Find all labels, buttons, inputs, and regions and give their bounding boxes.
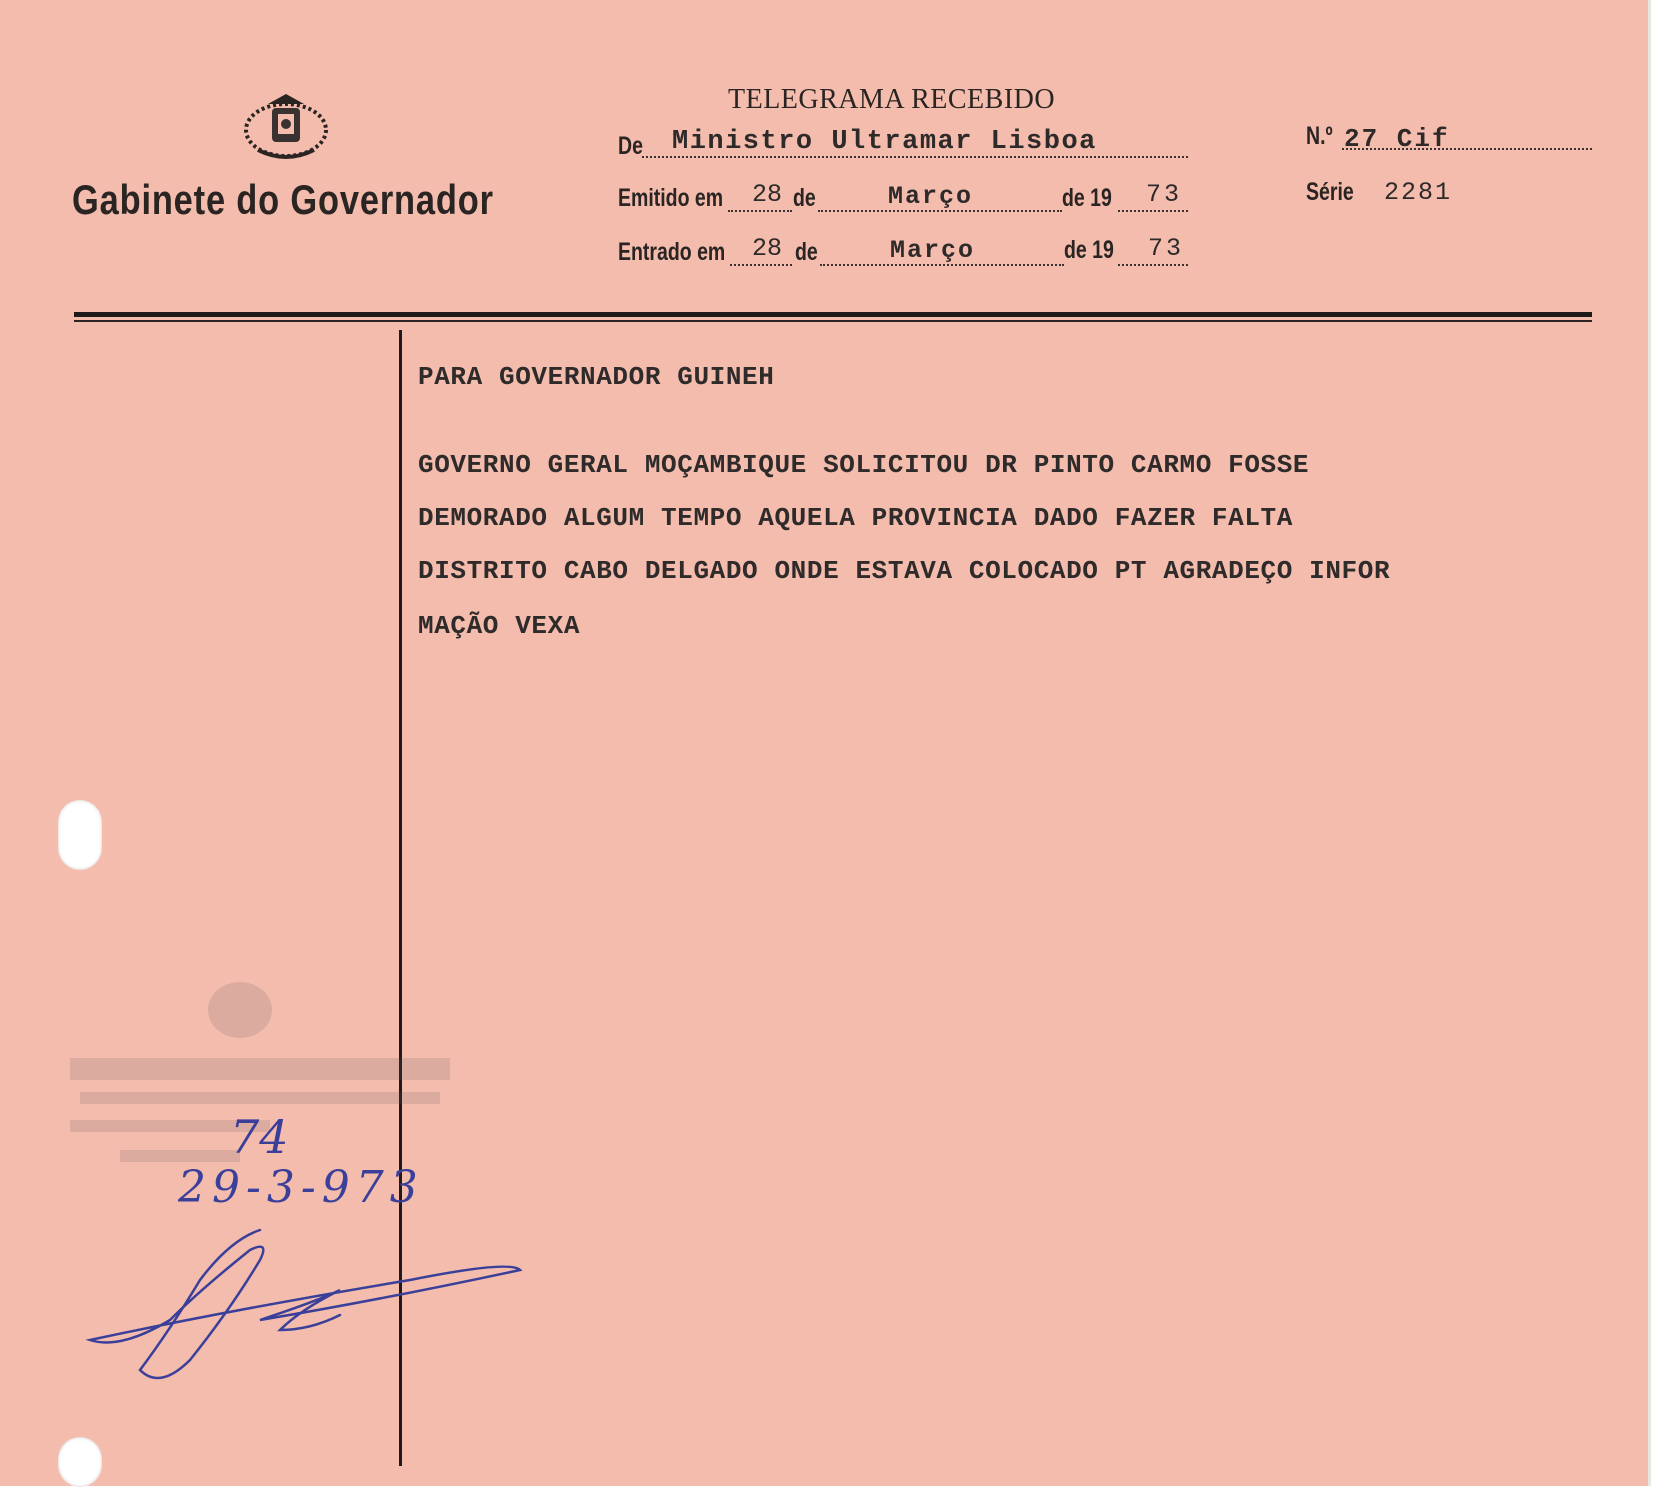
message-line-4: MAÇÃO VEXA — [418, 611, 581, 641]
number-value: 27 Cif — [1344, 124, 1450, 154]
entered-year: 73 — [1148, 234, 1185, 263]
entered-label: Entrado em — [618, 238, 726, 266]
header-rule-thin — [74, 320, 1592, 322]
issued-day-dots — [728, 210, 792, 212]
signature-scribble — [80, 1220, 530, 1390]
entered-day-dots — [730, 264, 792, 266]
document-title: TELEGRAMA RECEBIDO — [728, 84, 1056, 115]
serie-value: 2281 — [1384, 178, 1453, 207]
issued-label: Emitido em — [618, 184, 724, 212]
issued-day: 28 — [752, 180, 783, 209]
from-label: De — [618, 132, 643, 160]
coat-of-arms-icon — [238, 90, 334, 164]
punch-hole-top — [58, 800, 102, 870]
entered-month: Março — [890, 236, 976, 265]
number-label: N.º — [1306, 122, 1333, 150]
issued-year: 73 — [1146, 180, 1183, 209]
entered-de-label: de — [795, 238, 818, 266]
addressee-line: PARA GOVERNADOR GUINEH — [418, 362, 775, 392]
punch-hole-bottom — [58, 1437, 102, 1487]
issued-month: Março — [888, 182, 974, 211]
office-title: Gabinete do Governador — [72, 176, 494, 223]
issued-de-label: de — [793, 184, 816, 212]
issued-year-dots — [1118, 210, 1188, 212]
issued-year-label: de 19 — [1062, 184, 1112, 212]
entered-year-dots — [1118, 264, 1188, 266]
handwritten-date: 29-3-973 — [178, 1162, 424, 1213]
message-line-1: GOVERNO GERAL MOÇAMBIQUE SOLICITOU DR PINTO CARMO FOSSE — [418, 450, 1310, 480]
header-rule-thick — [74, 312, 1592, 317]
message-line-2: DEMORADO ALGUM TEMPO AQUELA PROVINCIA DADO FAZER FALTA — [418, 503, 1293, 533]
entered-year-label: de 19 — [1064, 236, 1114, 264]
serie-label: Série — [1306, 178, 1354, 206]
handwritten-number: 74 — [230, 1110, 289, 1164]
from-value: Ministro Ultramar Lisboa — [672, 127, 1097, 157]
message-line-3: DISTRITO CABO DELGADO ONDE ESTAVA COLOCADO PT AGRADEÇO INFOR — [418, 556, 1391, 586]
entered-day: 28 — [752, 234, 783, 263]
